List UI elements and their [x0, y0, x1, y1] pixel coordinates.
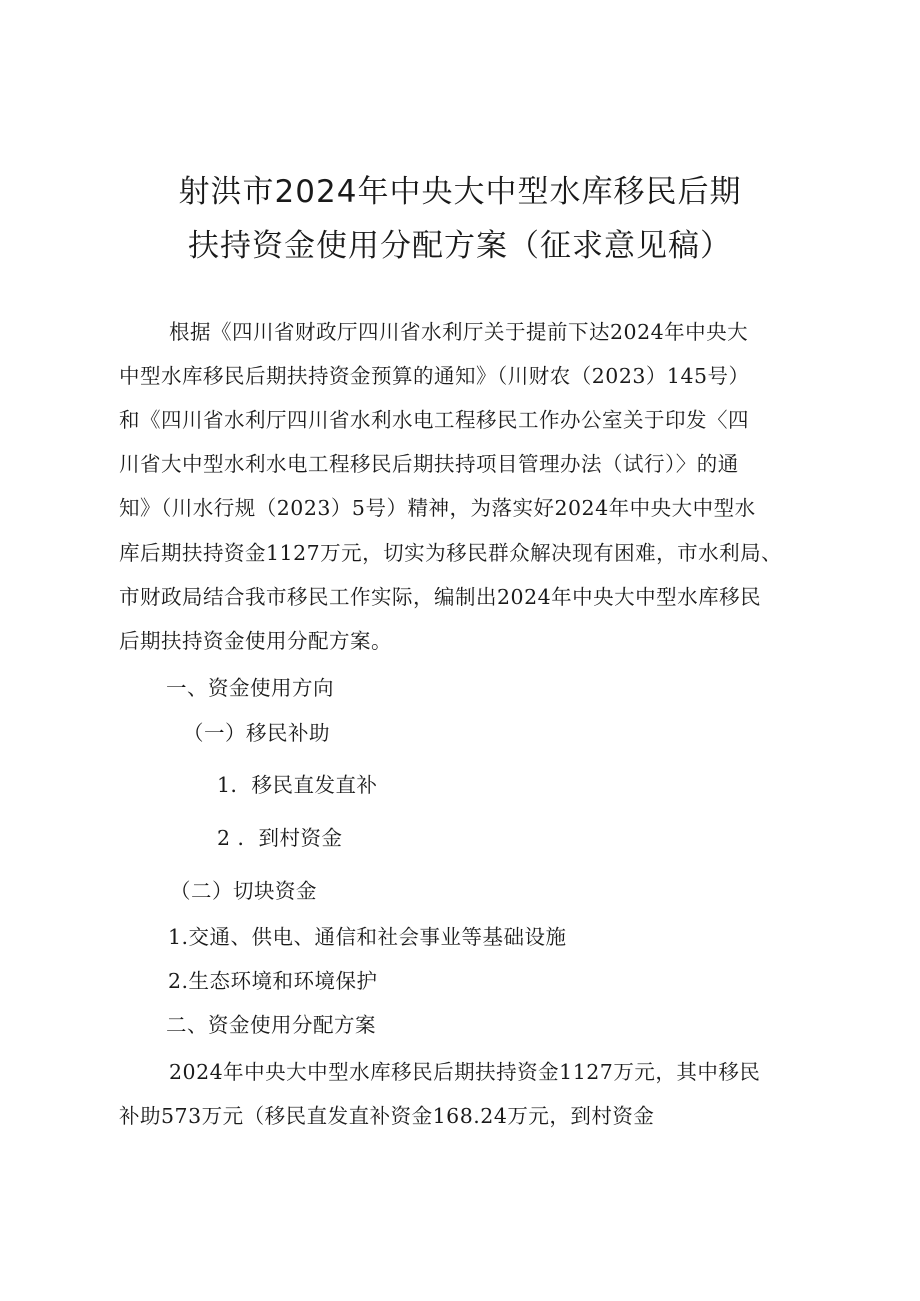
list-item: 2.生态环境和环境保护 — [168, 969, 378, 993]
intro-line: 知》（川水行规（2023）5号）精神，为落实好2024年中央大中型水 — [119, 496, 756, 520]
intro-line: 后期扶持资金使用分配方案。 — [119, 629, 392, 653]
section2-line: 2024年中央大中型水库移民后期扶持资金1127万元，其中移民 — [169, 1060, 761, 1084]
intro-line: 和《四川省水利厅四川省水利水电工程移民工作办公室关于印发〈四 — [119, 408, 749, 432]
document-title-line-1: 射洪市2024年中央大中型水库移民后期 — [178, 174, 742, 210]
subsection-heading: （二）切块资金 — [170, 879, 317, 903]
intro-line: 根据《四川省财政厅四川省水利厅关于提前下达2024年中央大 — [169, 320, 749, 344]
intro-line: 川省大中型水利水电工程移民后期扶持项目管理办法（试行）〉的通 — [119, 452, 739, 476]
intro-line: 库后期扶持资金1127万元，切实为移民群众解决现有困难，市水利局、 — [119, 541, 783, 565]
section-heading: 一、资金使用方向 — [166, 676, 334, 700]
list-item: 1．移民直发直补 — [217, 773, 378, 797]
subsection-heading: （一）移民补助 — [183, 721, 330, 745]
intro-line: 市财政局结合我市移民工作实际，编制出2024年中央大中型水库移民 — [119, 585, 762, 609]
document-title-line-2: 扶持资金使用分配方案（征求意见稿） — [188, 228, 732, 264]
list-item: 1.交通、供电、通信和社会事业等基础设施 — [168, 925, 567, 949]
section2-line: 补助573万元（移民直发直补资金168.24万元，到村资金 — [119, 1104, 655, 1128]
intro-line: 中型水库移民后期扶持资金预算的通知》（川财农（2023）145号） — [119, 364, 750, 388]
section-heading: 二、资金使用分配方案 — [166, 1013, 376, 1037]
list-item: 2 ．到村资金 — [217, 826, 343, 850]
